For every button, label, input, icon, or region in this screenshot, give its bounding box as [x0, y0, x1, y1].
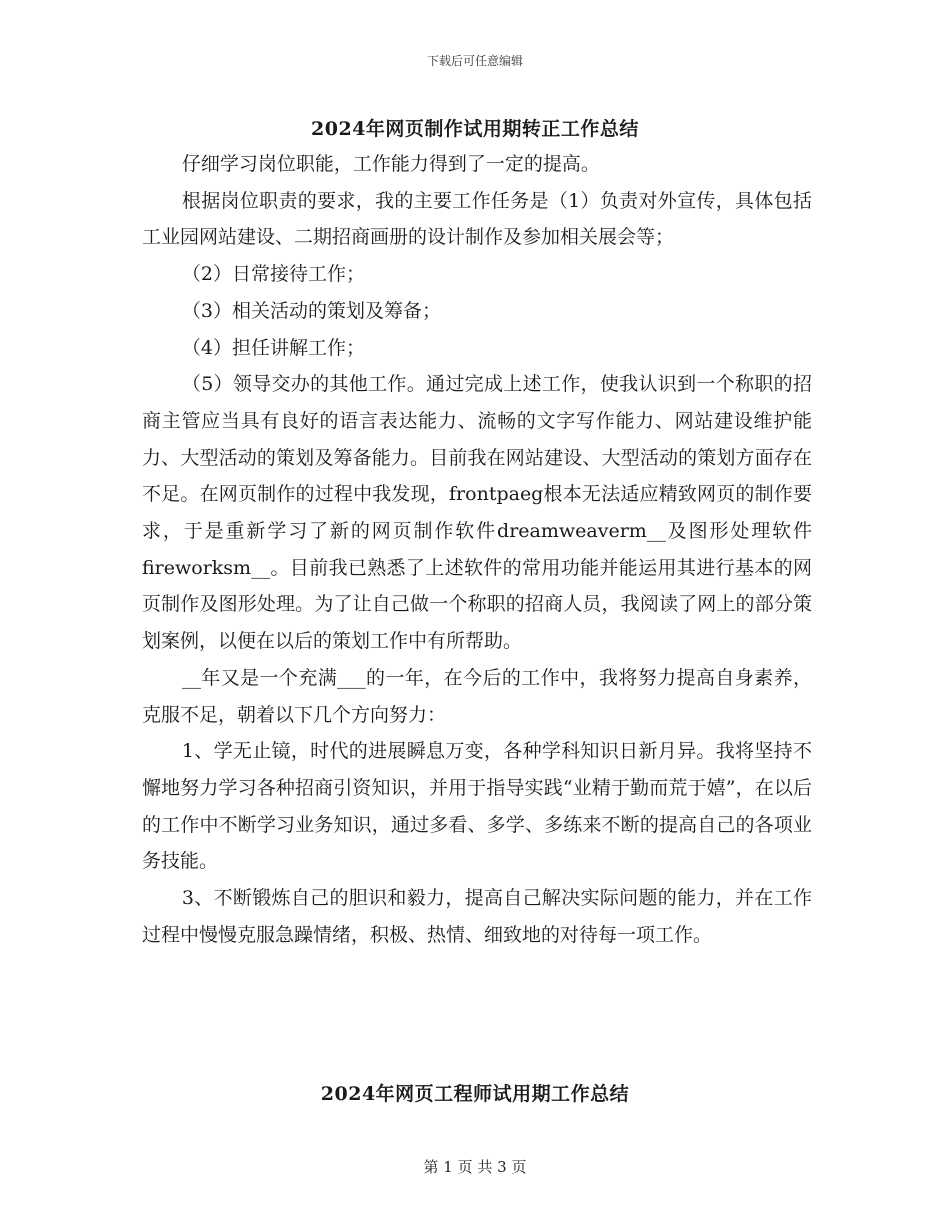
paragraph: （2）日常接待工作；	[181, 263, 365, 286]
document-body	[142, 146, 812, 953]
next-section-title: 2024年网页工程师试用期工作总结	[320, 1083, 630, 1105]
document-title: 2024年网页制作试用期转正工作总结	[311, 118, 639, 140]
paragraph: 3、不断锻炼自己的胆识和毅力，提高自己解决实际问题的能力，并在工作过程中慢慢克服急躁情绪，积极、热情、细致地的对待每一项工作。	[142, 887, 812, 946]
header-note: 下载后可任意编辑	[426, 54, 523, 68]
paragraph: 1、学无止镜，时代的进展瞬息万变，各种学科知识日新月异。我将坚持不懈地努力学习各种招商引资知识，并用于指导实践“业精于勤而荒于嬉”，在以后的工作中不断学习业务知识，通过多看、多学、多练来不断的提高自己的各项业务技能。	[142, 740, 812, 873]
paragraph: （3）相关活动的策划及筹备；	[181, 299, 441, 322]
paragraph: （5）领导交办的其他工作。通过完成上述工作，使我认识到一个称职的招商主管应当具有良好的语言表达能力、流畅的文字写作能力、网站建设维护能力、大型活动的策划及筹备能力。目前我在网站建设、大型活动的策划方面存在不足。在网页制作的过程中我发现，frontpaeg根本无法适应精致网页的制作要求，于是重新学习了新的网页制作软件dreamweaverm__及图形处理软件fireworksm__。目前我已熟悉了上述软件的常用功能并能运用其进行基本的网页制作及图形处理。为了让自己做一个称职的招商人员，我阅读了网上的部分策划案例，以便在以后的策划工作中有所帮助。	[142, 373, 812, 653]
paragraph: __年又是一个充满___的一年，在今后的工作中，我将努力提高自身素养，克服不足，朝着以下几个方向努力：	[142, 666, 812, 726]
paragraph: 根据岗位职责的要求，我的主要工作任务是（1）负责对外宣传，具体包括工业园网站建设、二期招商画册的设计制作及参加相关展会等；	[142, 189, 812, 249]
paragraph: 仔细学习岗位职能，工作能力得到了一定的提高。	[181, 153, 600, 175]
page-number: 第 1 页 共 3 页	[423, 1158, 527, 1176]
paragraph: （4）担任讲解工作；	[181, 336, 365, 359]
